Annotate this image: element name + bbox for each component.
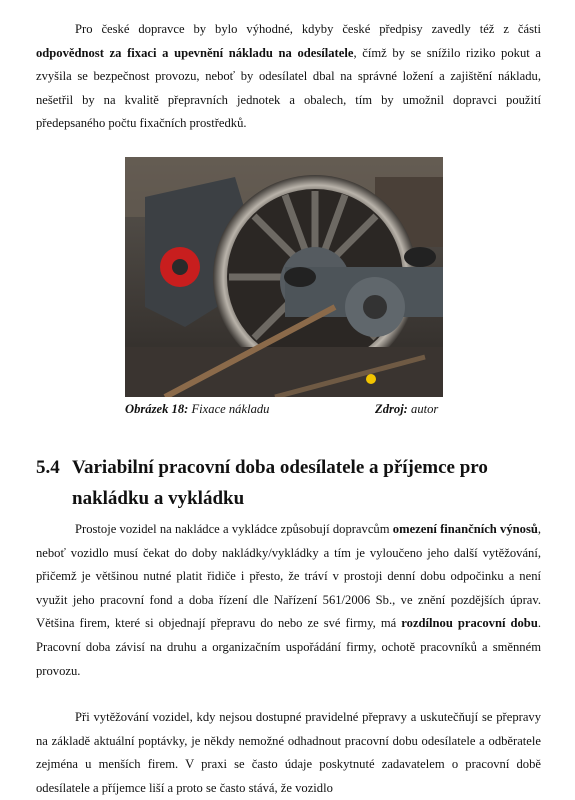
photo-wheel-fixation — [125, 157, 443, 397]
caption-figure — [125, 402, 269, 417]
bold-phrase: rozdílnou pracovní dobu — [401, 616, 538, 631]
bold-phrase: omezení finančních výnosů — [392, 522, 538, 536]
text-run: Pro české dopravce by bylo výhodné, kdyby české předpisy zavedly též z části — [75, 22, 541, 36]
text-run: . Pracovní doba závisí na druhu a organizačním uspořádání firmy, ochotě pracovníků a směnném provozu. — [36, 616, 541, 678]
text-run: , čímž by se snížilo riziko pokut a zvyšila se bezpečnost provozu, neboť by odesílatel dbal na správné ložení a zajištění nákladu, nešetřil by na kvalitě přepravních jednotek a obalech, tím by umožnil dopravci použití předepsaného počtu fixačních prostředků. — [36, 45, 541, 131]
paragraph-downtime — [36, 518, 541, 683]
text-run: , neboť vozidlo musí čekat do doby nakládky/vykládky a tím je vyloučeno jeho další vytěžování, přičemž je většinou nutné platit řidiče i přesto, že tráví v prostoji denní dobu odpočinku a není využit jeho pracovní fond a doba řízení dle Nařízení 561/2006 Sb., ve znění pozdějších úprav. Většina firem, které si objednají přepravu do nebo ze své firmy, má — [36, 522, 542, 631]
paragraph-fixation-responsibility — [36, 18, 541, 136]
paragraph-utilization: Při vytěžování vozidel, kdy nejsou dostupné pravidelné přepravy a uskutečňují se přepravy na základě aktuální poptávky, je někdy nemožné odhadnout pracovní dobu odesílatele a odběratele zejména u menších firem. V praxi se často údaje poskytnuté zadavatelem o pracovní době odesílatele a příjemce liší a proto se často stává, že vozidlo — [36, 710, 541, 795]
caption-label: Obrázek 18: — [125, 402, 189, 416]
caption-text: Fixace nákladu — [191, 402, 270, 416]
section-number: 5.4 — [36, 457, 60, 478]
source-label: Zdroj: — [375, 402, 408, 416]
wheel-photo-illustration — [125, 157, 443, 397]
source-text: autor — [411, 402, 439, 416]
section-title: Variabilní pracovní doba odesílatele a příjemce pro nakládku a vykládku — [72, 457, 488, 509]
text-run: Prostoje vozidel na nakládce a vykládce způsobují dopravcům — [75, 522, 393, 536]
bold-phrase: odpovědnost za fixaci a upevnění nákladu na odesílatele — [36, 45, 354, 60]
caption-source — [375, 402, 438, 417]
